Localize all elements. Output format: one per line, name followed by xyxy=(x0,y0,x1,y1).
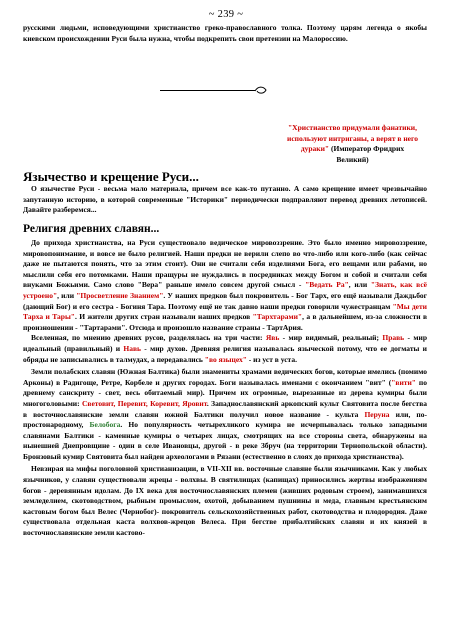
highlight-gods-list: Световит, Перевит, Коревит, Яровит xyxy=(82,398,207,408)
paragraph-5: Невзирая на мифы поголовной христианизации, в VII-XII вв. восточные славяне были язычниками. Как у любых язычников, у славян существовали жрецы - волхвы. В святилищах (капищах) приносились жертвы изображениям богов - деревянным идолам. До IX века для восточнославянских племен (живших родовым строем), занимавшихся земледелием, скотоводством, рыбным промыслом, охотой, добыванием пушнины и меда, главным крестьянским кастовым богом был Велес (Чернобог)- покровитель сельскохозяйственных работ, скотоводства и плодородия. Даже существовала отдельная каста волхвов-жрецов Велеса. При бегстве прибалтийских славян и их князей в восточнославянские земли кастово- xyxy=(23,464,427,538)
highlight-perun: Перуна xyxy=(364,409,390,419)
ornament-icon xyxy=(254,85,268,96)
highlight-deti-tarha: "Мы дети Тарха и Тары" xyxy=(23,301,427,322)
highlight-prav: Правь xyxy=(382,333,405,343)
highlight-nav: Навь xyxy=(123,343,142,353)
highlight-znat: "Знать, как всё устроено" xyxy=(23,280,427,300)
intro-paragraph xyxy=(23,23,427,44)
heading-religion-of-ancient-slavs: Религия древних славян... xyxy=(23,223,160,235)
quote-text: "Христианство придумали фанатики, используют интриганы, а верят в него дураки" xyxy=(287,123,418,153)
highlight-yav: Явь xyxy=(265,333,280,343)
highlight-vedat-ra: "Ведать Ра" xyxy=(305,280,349,290)
highlight-vo-yazytseh: "во языцех" xyxy=(204,354,247,364)
highlight-viti: "вити" xyxy=(391,377,416,387)
heading-paganism-and-baptism: Язычество и крещение Руси... xyxy=(23,169,199,184)
paragraph-2: До прихода христианства, на Руси существовало ведическое мировоззрение. Это было именно мировоззрение, мировопонимание, и вовсе не было религией. Наши предки не верили слепо во что-либо или кого-либо (как сейчас даже не пытаются понять, что за этим стоит). Они не считали себя изделиями Бога, его вещами или рабами, но мыслили себя его потомками. Наши пращуры не нуждались в посредниках между Богом и собой и считали себя внуками Божьими. Само слово "Вера" раньше имело совсем другой смысл - "Ведать Ра", или "Знать, как всё устроено", или "Просветление Знанием". У наших предков был покровитель - Бог Тарх, его ещё называли Даждьбог (дающий Бог) и его сестра - Богиня Тара. Поэтому ещё не так давно наши предки говорили чужестранцам "Мы дети Тарха и Тары". И жители других стран называли наших предков "Тархтарами", а в дальнейшем, из-за сложности в произношении - "Тартарами". Отсюда и произошло название страны - ТартАрия. xyxy=(23,238,428,332)
body-text xyxy=(23,238,427,539)
paragraph-4: Земли полабских славян (Южная Балтика) были знамениты храмами ведических богов, которые имелись (помимо Арконы) в Радигоще, Ретре, Корбеле и других городах. Боги называлась именами с окончанием "вит" ("вити" по древнему санскриту - свет, весь обитаемый мир). Причем их огромные, вырезанные из дерева кумиры были многоголовыми: Световит, Перевит, Коревит, Яровит. Западнославянский аркопский культ Святовита после бегства в восточнославянские земли славян южной Балтики получил новое название - культа Перуна или, по-простонародному, Белобога. Но популярность четырехликого кумира не исчерпывалась только западными славянами Балтики - каменные кумиры о четырех лицах, смотрящих на все стороны света, обнаружены на нынешней Днепровщине - один в селе Ивановцы, другой - в реке Збруч (на территории Тернопольской области). Бронзовый кумир Святовита был найден археологами в Рязани (естественно в слоях до прихода христианства). xyxy=(23,367,428,461)
page-number: ~ 239 ~ xyxy=(208,9,244,20)
ornamental-divider xyxy=(160,90,255,91)
paragraph-1-text: О язычестве Руси - весьма мало материала, причем все как-то путанно. А само крещение имеет чрезвычайно запутанную историю, в которой современные "Историки" периодически подправляют перевод древних летописей. Давайте разберемся... xyxy=(23,184,427,215)
paragraph-3: Вселенная, по мнению древних русов, разделялась на три части: Явь - мир видимый, реальный; Правь - мир идеальный (правильный) и Навь - мир духов. Древняя религия называлась языческой потому, что ее догматы и обряды не записывались в талмудах, а передавались "во языцех" - из уст в уста. xyxy=(23,333,427,364)
highlight-prosvetlenie: "Просветление Знанием" xyxy=(76,290,164,300)
intro-text: русскими людьми, исповедующими христианство греко-православного толка. Поэтому царям легенда о якобы киевском происхождении Руси была нужна, чтобы подкрепить свои претензии на Малороссию. xyxy=(23,23,427,43)
quote-author: (Император Фридрих Великий) xyxy=(330,144,405,164)
paragraph-1 xyxy=(23,184,427,216)
epigraph-quote xyxy=(285,123,420,165)
highlight-tarhtary: "Тархтарами" xyxy=(252,312,303,322)
highlight-belobog: Белобога xyxy=(89,420,121,430)
